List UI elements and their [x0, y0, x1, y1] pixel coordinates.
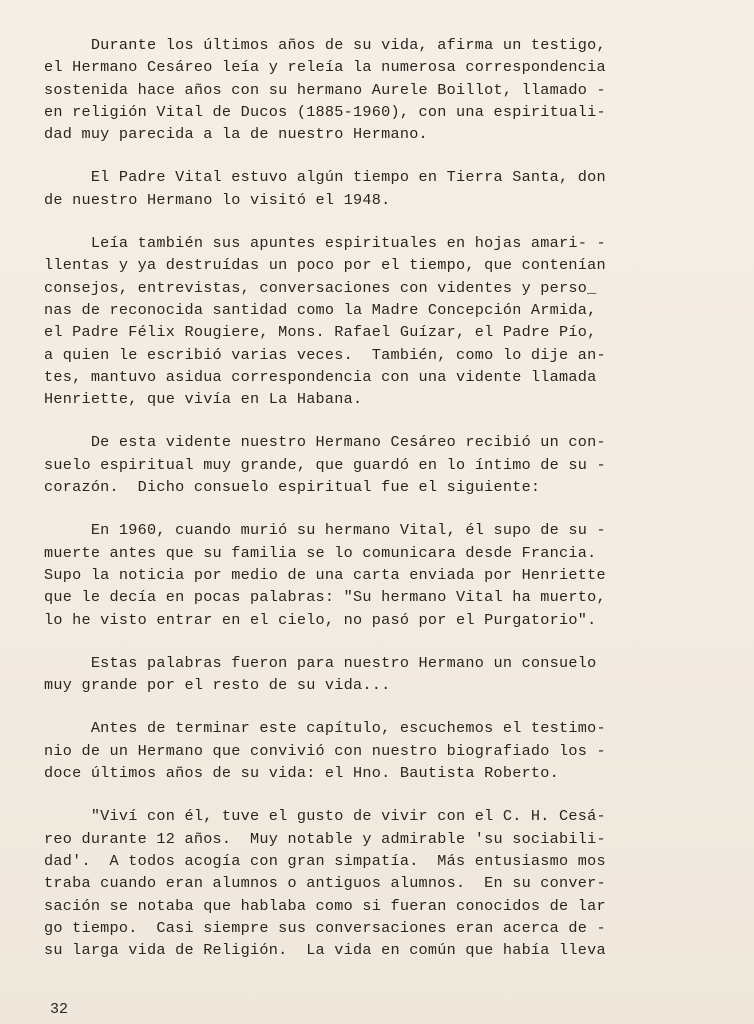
paragraph-4 — [44, 431, 714, 498]
text-line: sación se notaba que hablaba como si fueran conocidos de lar — [44, 896, 606, 915]
paragraph-7 — [44, 717, 714, 784]
paragraph-3 — [44, 232, 714, 410]
text-line: muy grande por el resto de su vida... — [44, 676, 391, 695]
text-line: a quien le escribió varias veces. También, como lo dije an- — [44, 345, 606, 364]
text-line: su larga vida de Religión. La vida en común que había lleva — [44, 941, 606, 960]
paragraph-5 — [44, 519, 714, 630]
text-line: consejos, entrevistas, conversaciones con videntes y perso_ — [44, 278, 597, 297]
text-line: Supo la noticia por medio de una carta enviada por Henriette — [44, 565, 606, 584]
text-line: doce últimos años de su vida: el Hno. Bautista Roberto. — [44, 764, 560, 783]
text-line: go tiempo. Casi siempre sus conversaciones eran acerca de - — [44, 918, 606, 937]
text-line: El Padre Vital estuvo algún tiempo en Tierra Santa, don — [44, 168, 606, 187]
text-line: nio de un Hermano que convivió con nuestro biografiado los - — [44, 741, 606, 760]
page-number: 32 — [50, 1001, 69, 1018]
text-line: muerte antes que su familia se lo comunicara desde Francia. — [44, 543, 597, 562]
text-line: suelo espiritual muy grande, que guardó en lo íntimo de su - — [44, 455, 606, 474]
paragraph-1 — [44, 34, 714, 145]
text-line: en religión Vital de Ducos (1885-1960), con una espirituali- — [44, 102, 606, 121]
text-line: de nuestro Hermano lo visitó el 1948. — [44, 190, 391, 209]
text-line: corazón. Dicho consuelo espiritual fue el siguiente: — [44, 478, 541, 497]
body-text — [44, 34, 714, 982]
text-line: el Hermano Cesáreo leía y releía la numerosa correspondencia — [44, 58, 606, 77]
text-line: dad muy parecida a la de nuestro Hermano. — [44, 125, 428, 144]
paragraph-6 — [44, 652, 714, 697]
text-line: traba cuando eran alumnos o antiguos alumnos. En su conver- — [44, 874, 606, 893]
text-line: De esta vidente nuestro Hermano Cesáreo recibió un con- — [44, 433, 606, 452]
text-line: "Viví con él, tuve el gusto de vivir con el C. H. Cesá- — [44, 807, 606, 826]
text-line: En 1960, cuando murió su hermano Vital, él supo de su - — [44, 521, 606, 540]
text-line: dad'. A todos acogía con gran simpatía. Más entusiasmo mos — [44, 851, 606, 870]
text-line: que le decía en pocas palabras: "Su hermano Vital ha muerto, — [44, 588, 606, 607]
text-line: nas de reconocida santidad como la Madre Concepción Armida, — [44, 300, 597, 319]
paragraph-8 — [44, 805, 714, 961]
text-line: tes, mantuvo asidua correspondencia con una vidente llamada — [44, 367, 597, 386]
text-line: el Padre Félix Rougiere, Mons. Rafael Guízar, el Padre Pío, — [44, 323, 597, 342]
text-line: lo he visto entrar en el cielo, no pasó por el Purgatorio". — [44, 610, 597, 629]
text-line: Leía también sus apuntes espirituales en hojas amari- - — [44, 234, 606, 253]
text-line: llentas y ya destruídas un poco por el tiempo, que contenían — [44, 256, 606, 275]
text-line: Antes de terminar este capítulo, escuchemos el testimo- — [44, 719, 606, 738]
paragraph-2 — [44, 166, 714, 211]
text-line: Durante los últimos años de su vida, afirma un testigo, — [44, 36, 606, 54]
text-line: sostenida hace años con su hermano Aurele Boillot, llamado - — [44, 80, 606, 99]
text-line: reo durante 12 años. Muy notable y admirable 'su sociabili- — [44, 829, 606, 848]
text-line: Henriette, que vivía en La Habana. — [44, 390, 363, 409]
text-line: Estas palabras fueron para nuestro Hermano un consuelo — [44, 653, 597, 672]
